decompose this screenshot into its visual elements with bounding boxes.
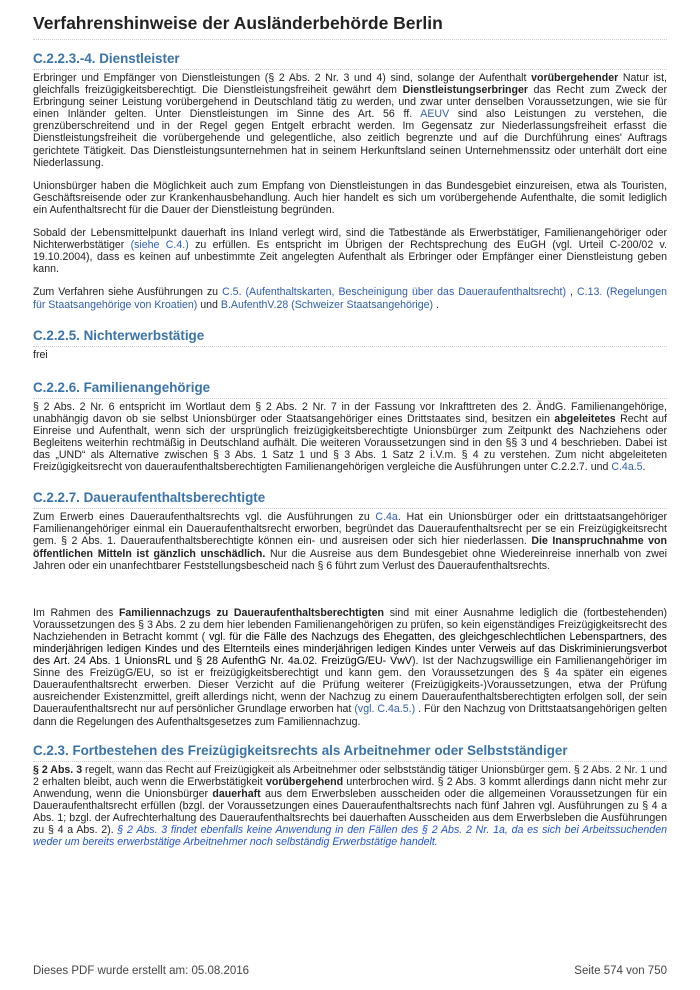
section-heading-daueraufenthaltsberechtigte: C.2.2.7. Daueraufenthaltsberechtigte (33, 489, 667, 509)
link-aeuv[interactable]: AEUV (420, 108, 450, 121)
footer-created-date: Dieses PDF wurde erstellt am: 05.08.2016 (33, 965, 250, 977)
link-c4a[interactable]: C.4a (375, 511, 398, 524)
footer-page-number: Seite 574 von 750 (574, 965, 667, 977)
link-b-aufenthv-28[interactable]: B.AufenthV.28 (Schweizer Staatsangehörige) (220, 298, 434, 311)
link-c4[interactable]: (siehe C.4.) (130, 239, 189, 252)
paragraph: Im Rahmen des Familiennachzugs zu Daueraufenthaltsberechtigten sind mit einer Ausnahme lediglich die (fortbestehenden) Voraussetzungen des § 3 Abs. 2 zu dem hier lebenden Familienangehörigen zu prüfen, so kein eigenständiges Freizügigkeitsrecht des Nachziehenden in Betracht kommt ( vgl. für die Fälle des Nachzugs des Ehegatten, des gleichgeschlechtlichen Lebenspartners, des minderjährigen ledigen Kindes und des Elternteils eines minderjährigen ledigen Kindes unter Verweis auf das Diskriminierungsverbot des Art. 24 Abs. 1 UnionsRL und § 28 AufenthG Nr. 4a.02. FreizügG/EU- VwV). Ist der Nachzugswillige ein Familienangehöriger im Sinne des FreizügG/EU, so ist er freizügigkeitsberechtigt und kann gem. den Voraussetzungen des § 4a später ein eigenes Daueraufenthaltsrecht erwerben. Dieser Verzicht auf die Prüfung weiterer (Freizügigkeits-)Voraussetzungen, etwa der Prüfung ausreichender Existenzmittel, greift allerdings nicht, wenn der Nachzug zu einem Daueraufenthaltsberechtigten erfolgen soll, der sein Daueraufenthaltsrecht nur auf persönlicher Grundlage erworben hat (vgl. C.4a.5.) . Für den Nachzug von Drittstaatsangehörigen gelten dann die Regelungen des Aufenthaltsgesetzes zum Familiennachzug. (33, 606, 667, 728)
link-c5[interactable]: C.5. (Aufenthaltskarten, Bescheinigung über das Daueraufenthaltsrecht) (222, 286, 567, 299)
paragraph: frei (33, 348, 48, 361)
link-c4a5[interactable]: C.4a.5 (611, 461, 643, 474)
paragraph: Unionsbürger haben die Möglichkeit auch zum Empfang von Dienstleistungen in das Bundesgebiet einzureisen, etwa als Touristen, Geschäftsreisende oder zur Krankenhausbehandlung. Auch hier handelt es sich um vorübergehende Aufenthalte, die somit lediglich ein Aufenthaltsrecht für die Dauer der Dienstleistung begründen. (33, 179, 667, 216)
paragraph: § 2 Abs. 2 Nr. 6 entspricht im Wortlaut dem § 2 Abs. 2 Nr. 7 in der Fassung vor Inkrafttreten des 2. ÄndG. Familienangehörige, unabhängig davon ob sie selbst Unionsbürger oder Staatsangehöriger eines Drittstaates sind, besitzen ein abgeleitetes Recht auf Einreise und Aufenthalt, wenn sich der ursprünglich freizügigkeitsberechtigte Unionsbürger zum Zeitpunkt des Nachziehens oder Begleitens weiterhin rechtmäßig in Deutschland aufhält. Die weiteren Voraussetzungen sind in den §§ 3 und 4 beschrieben. Dabei ist das „UND“ als Alternative zwischen § 3 Abs. 1 Satz 1 und § 3 Abs. 1 Satz 2 i.V.m. § 4 zu verstehen. Zum nicht abgeleiteten Freizügigkeitsrecht von daueraufenthaltsberechtigten Familienangehörigen vergleiche die Ausführungen unter C.2.2.7. und C.4a.5. (33, 400, 667, 474)
section-heading-dienstleister: C.2.2.3.-4. Dienstleister (33, 50, 667, 70)
document-page (33, 12, 667, 848)
paragraph: § 2 Abs. 3 regelt, wann das Recht auf Freizügigkeit als Arbeitnehmer oder selbstständig tätiger Unionsbürger gem. § 2 Abs. 2 Nr. 1 und 2 erhalten bleibt, auch wenn die Erwerbstätigkeit vorübergehend unterbrochen wird. § 2 Abs. 3 kommt allerdings dann nicht mehr zur Anwendung, wenn die Unionsbürger dauerhaft aus dem Erwerbsleben ausscheiden oder die allgemeinen Voraussetzungen für ein Daueraufenthaltsrecht erfüllen (bzgl. der Voraussetzungen eines Daueraufenthaltsrechts nach fünf Jahren vgl. Ausführungen zu § 4 a Abs. 1; bzgl. der Aufrechterhaltung des Daueraufenthaltsrechts bei dauerhaften Ausscheiden aus dem Erwerbsleben die Ausführungen zu § 4 a Abs. 2). § 2 Abs. 3 findet ebenfalls keine Anwendung in den Fällen des § 2 Abs. 2 Nr. 1a, da es sich bei Arbeitssuchenden weder um bereits erwerbstätige Arbeitnehmer noch selbständig Erwerbstätige handelt. (33, 763, 668, 849)
paragraph: Zum Verfahren siehe Ausführungen zu C.5. (Aufenthaltskarten, Bescheinigung über das Daueraufenthaltsrecht) , C.13. (Regelungen für Staatsangehörige von Kroatien) und B.AufenthV.28 (Schweizer Staatsangehörige) . (33, 286, 667, 311)
paragraph: Zum Erwerb eines Daueraufenthaltsrechts vgl. die Ausführungen zu C.4a. Hat ein Unionsbürger oder ein drittstaatsangehöriger Familienangehöriger einmal ein Daueraufenthaltsrecht erworben, begründet das Daueraufenthaltsrecht per se ein Freizügigkeitsrecht gem. § 2 Abs. 1. Daueraufenthaltsberechtigte können ein- und ausreisen oder sich hier niederlassen. Die Inanspruchnahme von öffentlichen Mitteln ist gänzlich unschädlich. Nur die Ausreise aus dem Bundesgebiet ohne Wiedereinreise innerhalb von zwei Jahren oder ein unanfechtbarer Feststellungsbescheid nach § 6 führt zum Verlust des Daueraufenthaltsrechts. (33, 511, 668, 572)
paragraph: Erbringer und Empfänger von Dienstleistungen (§ 2 Abs. 2 Nr. 3 und 4) sind, solange der Aufenthalt vorübergehender Natur ist, gleichfalls freizügigkeitsberechtigt. Die Dienstleistungsfreiheit gewährt dem Dienstleistungserbringer das Recht zum Zweck der Erbringung seiner Leistung vorübergehend in Deutschland tätig zu werden, und zwar unter denselben Voraussetzungen, wie sie für einen Inländer gelten. Unter Dienstleistungen im Sinne des Art. 56 ff. AEUV sind also Leistungen zu verstehen, die grenzüberschreitend und in der Regel gegen Entgelt erbracht werden. Im Gegensatz zur Niederlassungsfreiheit erfasst die Dienstleistungsfreiheit die vorübergehende und gelegentliche, also zeitlich begrenzte und auf die Durchführung eines' Auftrags gerichtete Tätigkeit. Das Dienstleistungsunternehmen hat in seinem Herkunftsland seinen Unternehmenssitz oder unterhält dort eine Niederlassung. (33, 72, 667, 169)
section-heading-familienangehoerige: C.2.2.6. Familienangehörige (33, 379, 667, 399)
link-c13[interactable]: C.13. (Regelungen für Staatsangehörige von Kroatien) (33, 286, 667, 311)
page-footer (33, 965, 667, 977)
document-title: Verfahrenshinweise der Ausländerbehörde Berlin (33, 12, 667, 40)
paragraph: Sobald der Lebensmittelpunkt dauerhaft ins Inland verlegt wird, sind die Tatbestände als Erwerbstätiger, Familienangehöriger oder Nichterwerbstätiger (siehe C.4.) zu erfüllen. Es entspricht im Übrigen der Rechtsprechung des EuGH (vgl. Urteil C-200/02 v. 19.10.2004), dass es keinen auf unbestimmte Zeit angelegten Aufenthalt als Erbringer oder Empfänger einer Dienstleistung geben kann. (33, 227, 667, 276)
section-heading-fortbestehen: C.2.3. Fortbestehen des Freizügigkeitsrechts als Arbeitnehmer oder Selbstständiger (33, 742, 667, 762)
link-c4a5-ref[interactable]: (vgl. C.4a.5.) (354, 703, 416, 716)
section-heading-nichterwerbstaetige: C.2.2.5. Nichterwerbstätige (33, 327, 667, 347)
